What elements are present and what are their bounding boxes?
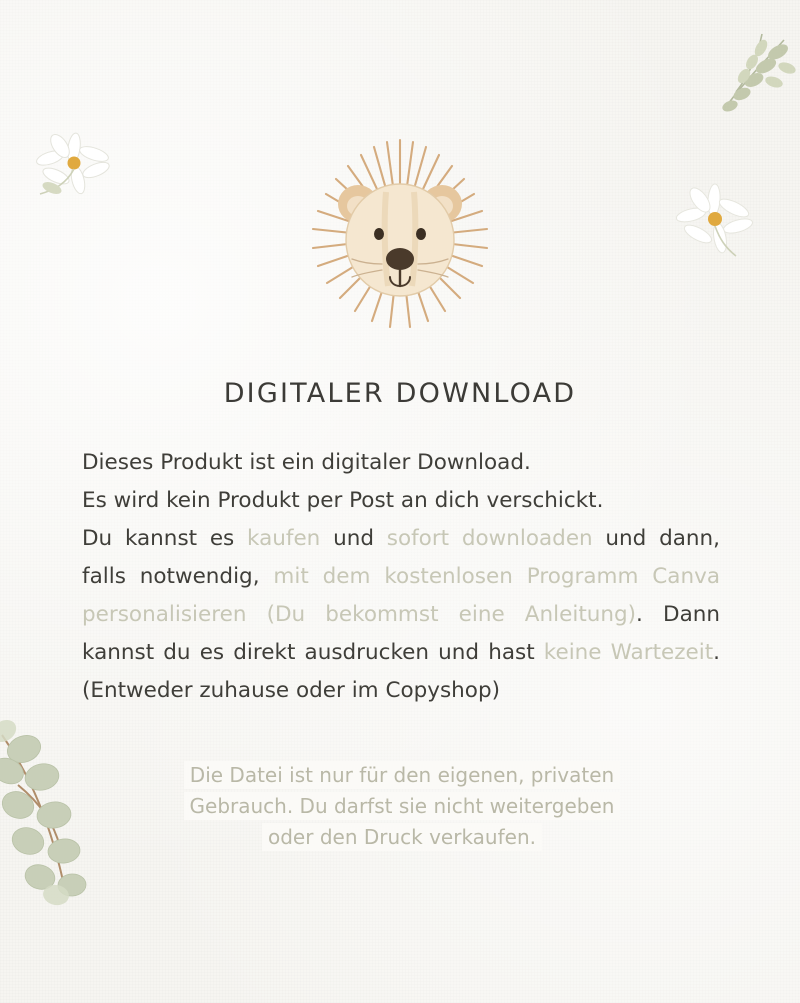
text-segment-1: Du kannst es (82, 526, 248, 551)
text-segment-sofort-downloaden: sofort downloaden (386, 526, 593, 551)
olive-branch-top-right-icon (666, 18, 796, 152)
notice-line-1: Die Datei ist nur für den eigenen, privaten (184, 761, 620, 789)
text-segment-9: . (Entweder zuhause oder im Copyshop) (82, 640, 720, 703)
usage-notice (140, 760, 664, 853)
text-segment-5: und dann, falls notwendig, (82, 526, 720, 589)
text-segment-kaufen: kaufen (247, 526, 321, 551)
body-paragraph (82, 520, 720, 710)
body-line-1: Dieses Produkt ist ein digitaler Download. (82, 450, 531, 475)
text-segment-7: . Dann kannst du es direkt ausdrucken und hast (82, 602, 720, 665)
body-line-2: Es wird kein Produkt per Post an dich verschickt. (82, 488, 604, 513)
text-segment-3: und (320, 526, 387, 551)
text-segment-canva: mit dem kostenlosen Programm Canva personalisieren (Du bekommst eine Anleitung) (82, 564, 720, 627)
page-title: DIGITALER DOWNLOAD (223, 378, 577, 409)
notice-line-2: Gebrauch. Du darfst sie nicht weitergeben (184, 792, 621, 820)
body-copy (82, 444, 720, 710)
text-segment-keine-wartezeit: keine Wartezeit (543, 640, 714, 665)
eucalyptus-branch-bottom-left-icon (0, 719, 156, 923)
notice-line-3: oder den Druck verkaufen. (262, 823, 542, 851)
lion-illustration (0, 136, 800, 340)
